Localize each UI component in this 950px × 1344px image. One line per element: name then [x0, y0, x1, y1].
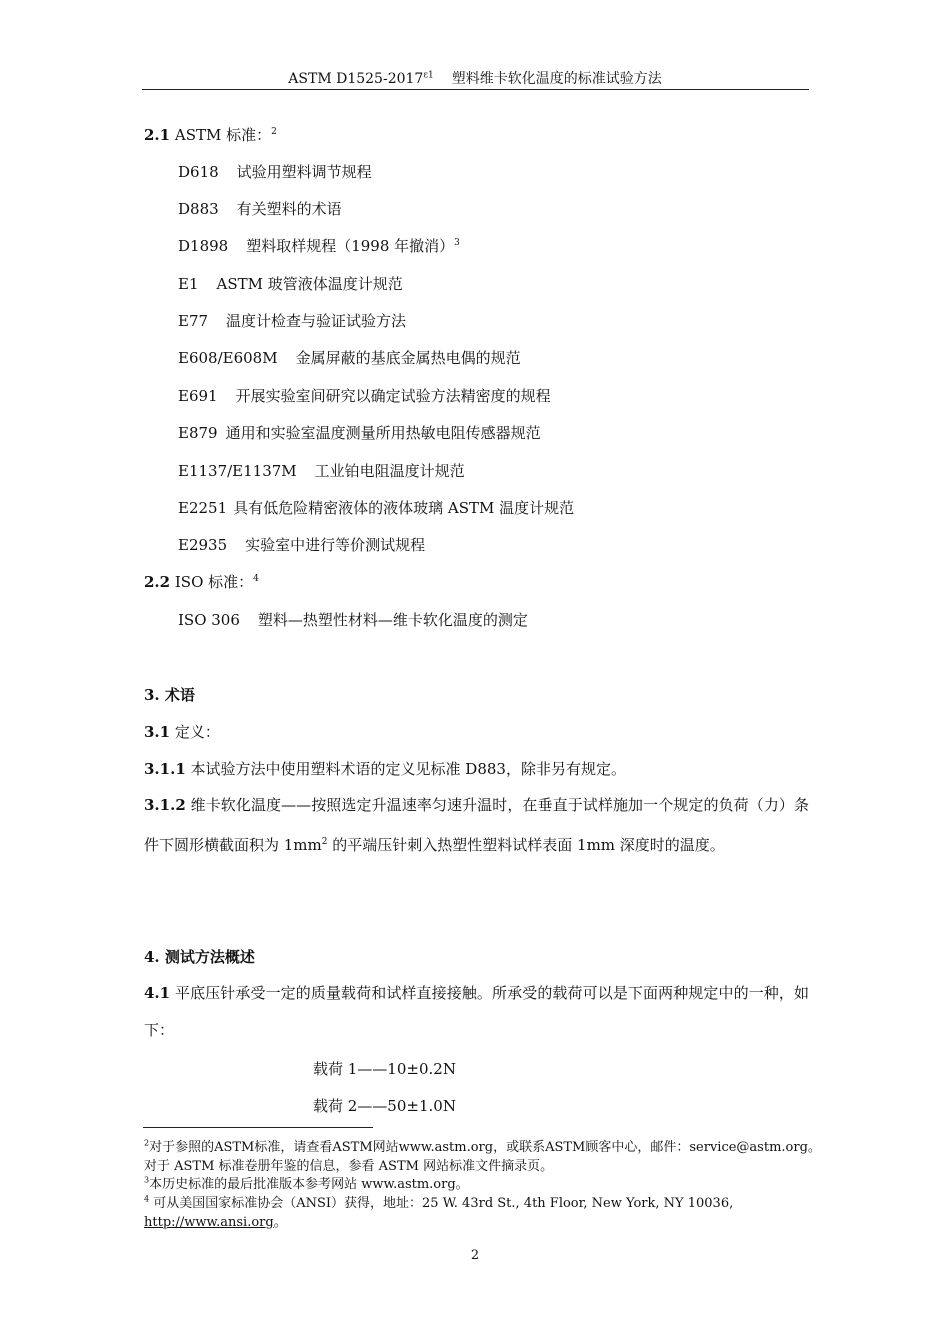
reference-item — [178, 347, 521, 368]
footnote-ref: 2 — [271, 127, 277, 137]
reference-item — [178, 273, 403, 294]
footnote-4-link-line — [144, 1211, 287, 1230]
section-number: 3.1.1 — [144, 760, 186, 778]
reference-item — [178, 422, 541, 443]
reference-item — [178, 460, 465, 481]
section-number: 4.1 — [144, 984, 171, 1002]
section-3-1-1 — [144, 758, 626, 779]
header-code: ASTM D1525-2017 — [288, 71, 424, 87]
reference-item — [178, 497, 574, 518]
footnote-ref: 3 — [454, 238, 460, 248]
footnote-number: 2 — [144, 1138, 150, 1148]
footnote-3 — [144, 1173, 469, 1192]
footnote-ref: 4 — [253, 574, 259, 584]
footnote-2-line-1 — [144, 1136, 821, 1155]
section-2-1-heading — [144, 124, 277, 145]
reference-code: E608/E608M — [178, 349, 278, 367]
section-3-heading: 3. 术语 — [144, 686, 195, 704]
section-4-heading: 4. 测试方法概述 — [144, 948, 255, 966]
reference-item — [178, 609, 528, 630]
footnote-rule — [143, 1127, 373, 1128]
footnote-text: 对于参照的ASTM标准，请查看ASTM网站www.astm.org，或联系ASTM顾客中心，邮件：service@astm.org。 — [149, 1140, 821, 1155]
reference-item — [178, 310, 406, 331]
reference-code: D618 — [178, 163, 219, 181]
reference-code: E1 — [178, 275, 199, 293]
reference-title: 实验室中进行等价测试规程 — [245, 536, 426, 554]
reference-title: 塑料取样规程（1998 年撤消） — [246, 237, 455, 255]
section-number: 2.1 — [144, 126, 171, 144]
section-4-1 — [144, 975, 809, 1049]
section-3-1 — [144, 721, 220, 742]
reference-item — [178, 161, 372, 182]
footnote-text: 本历史标准的最后批准版本参考网站 www.astm.org。 — [149, 1177, 469, 1192]
section-text: 本试验方法中使用塑料术语的定义见标准 D883，除非另有规定。 — [185, 760, 626, 778]
load-2: 载荷 2——50±1.0N — [313, 1097, 456, 1115]
reference-code: E691 — [178, 387, 218, 405]
footnote-number: 3 — [144, 1175, 150, 1185]
ansi-link[interactable]: http://www.ansi.org — [144, 1215, 274, 1230]
reference-title: 通用和实验室温度测量所用热敏电阻传感器规范 — [225, 424, 541, 442]
reference-title: 金属屏蔽的基底金属热电偶的规范 — [295, 349, 521, 367]
header-superscript: ε1 — [423, 70, 434, 81]
reference-code: D883 — [178, 200, 219, 218]
section-number: 3.1 — [144, 723, 171, 741]
reference-title: 具有低危险精密液体的液体玻璃 ASTM 温度计规范 — [233, 499, 575, 517]
reference-code: D1898 — [178, 237, 229, 255]
reference-item — [178, 235, 460, 256]
section-3-1-2 — [144, 787, 809, 864]
page-number: 2 — [470, 1248, 480, 1263]
header-rule — [142, 89, 809, 90]
reference-item — [178, 385, 551, 406]
reference-title: ASTM 玻管液体温度计规范 — [216, 275, 403, 293]
reference-title: 塑料—热塑性材料—维卡软化温度的测定 — [257, 611, 528, 629]
reference-title: 温度计检查与验证试验方法 — [226, 312, 407, 330]
reference-code: E879 — [178, 424, 218, 442]
reference-title: 试验用塑料调节规程 — [236, 163, 372, 181]
section-text: ASTM 标准： — [170, 126, 272, 144]
reference-title: 有关塑料的术语 — [236, 200, 342, 218]
footnote-number: 4 — [144, 1194, 150, 1204]
reference-code: E1137/E1137M — [178, 462, 297, 480]
header-title: 塑料维卡软化温度的标准试验方法 — [451, 71, 662, 87]
section-number: 3.1.2 — [144, 796, 186, 814]
reference-code: ISO 306 — [178, 611, 240, 629]
reference-title: 工业铂电阻温度计规范 — [314, 462, 465, 480]
reference-code: E2251 — [178, 499, 228, 517]
reference-item — [178, 534, 425, 555]
section-text: 平底压针承受一定的质量载荷和试样直接接触。所承受的载荷可以是下面两种规定中的一种，如下： — [144, 984, 809, 1039]
section-text: 定义： — [170, 723, 220, 741]
section-2-2-heading — [144, 571, 259, 592]
footnote-text: 可从美国国家标准协会（ANSI）获得，地址：25 W. 43rd St., 4th Floor, New York, NY 10036, — [149, 1196, 734, 1211]
reference-code: E77 — [178, 312, 209, 330]
section-number: 2.2 — [144, 573, 171, 591]
footnote-4 — [144, 1192, 733, 1211]
footnote-2-line-2: 对于 ASTM 标准卷册年鉴的信息，参看 ASTM 网站标准文件摘录页。 — [144, 1159, 554, 1174]
load-1: 载荷 1——10±0.2N — [313, 1060, 456, 1078]
reference-item — [178, 198, 342, 219]
section-text: 的平端压针刺入热塑性塑料试样表面 1mm 深度时的温度。 — [327, 836, 725, 854]
section-text: 维卡软化温度——按照选定升温速率匀速升温时，在垂直于试样施加一个规定的负荷（力）条件下圆形横截面积为 1mm — [144, 796, 809, 854]
superscript: 2 — [321, 837, 328, 847]
reference-title: 开展实验室间研究以确定试验方法精密度的规程 — [235, 387, 551, 405]
reference-code: E2935 — [178, 536, 228, 554]
footnote-text: 。 — [273, 1215, 287, 1230]
running-header — [0, 68, 950, 88]
section-text: ISO 标准： — [170, 573, 254, 591]
